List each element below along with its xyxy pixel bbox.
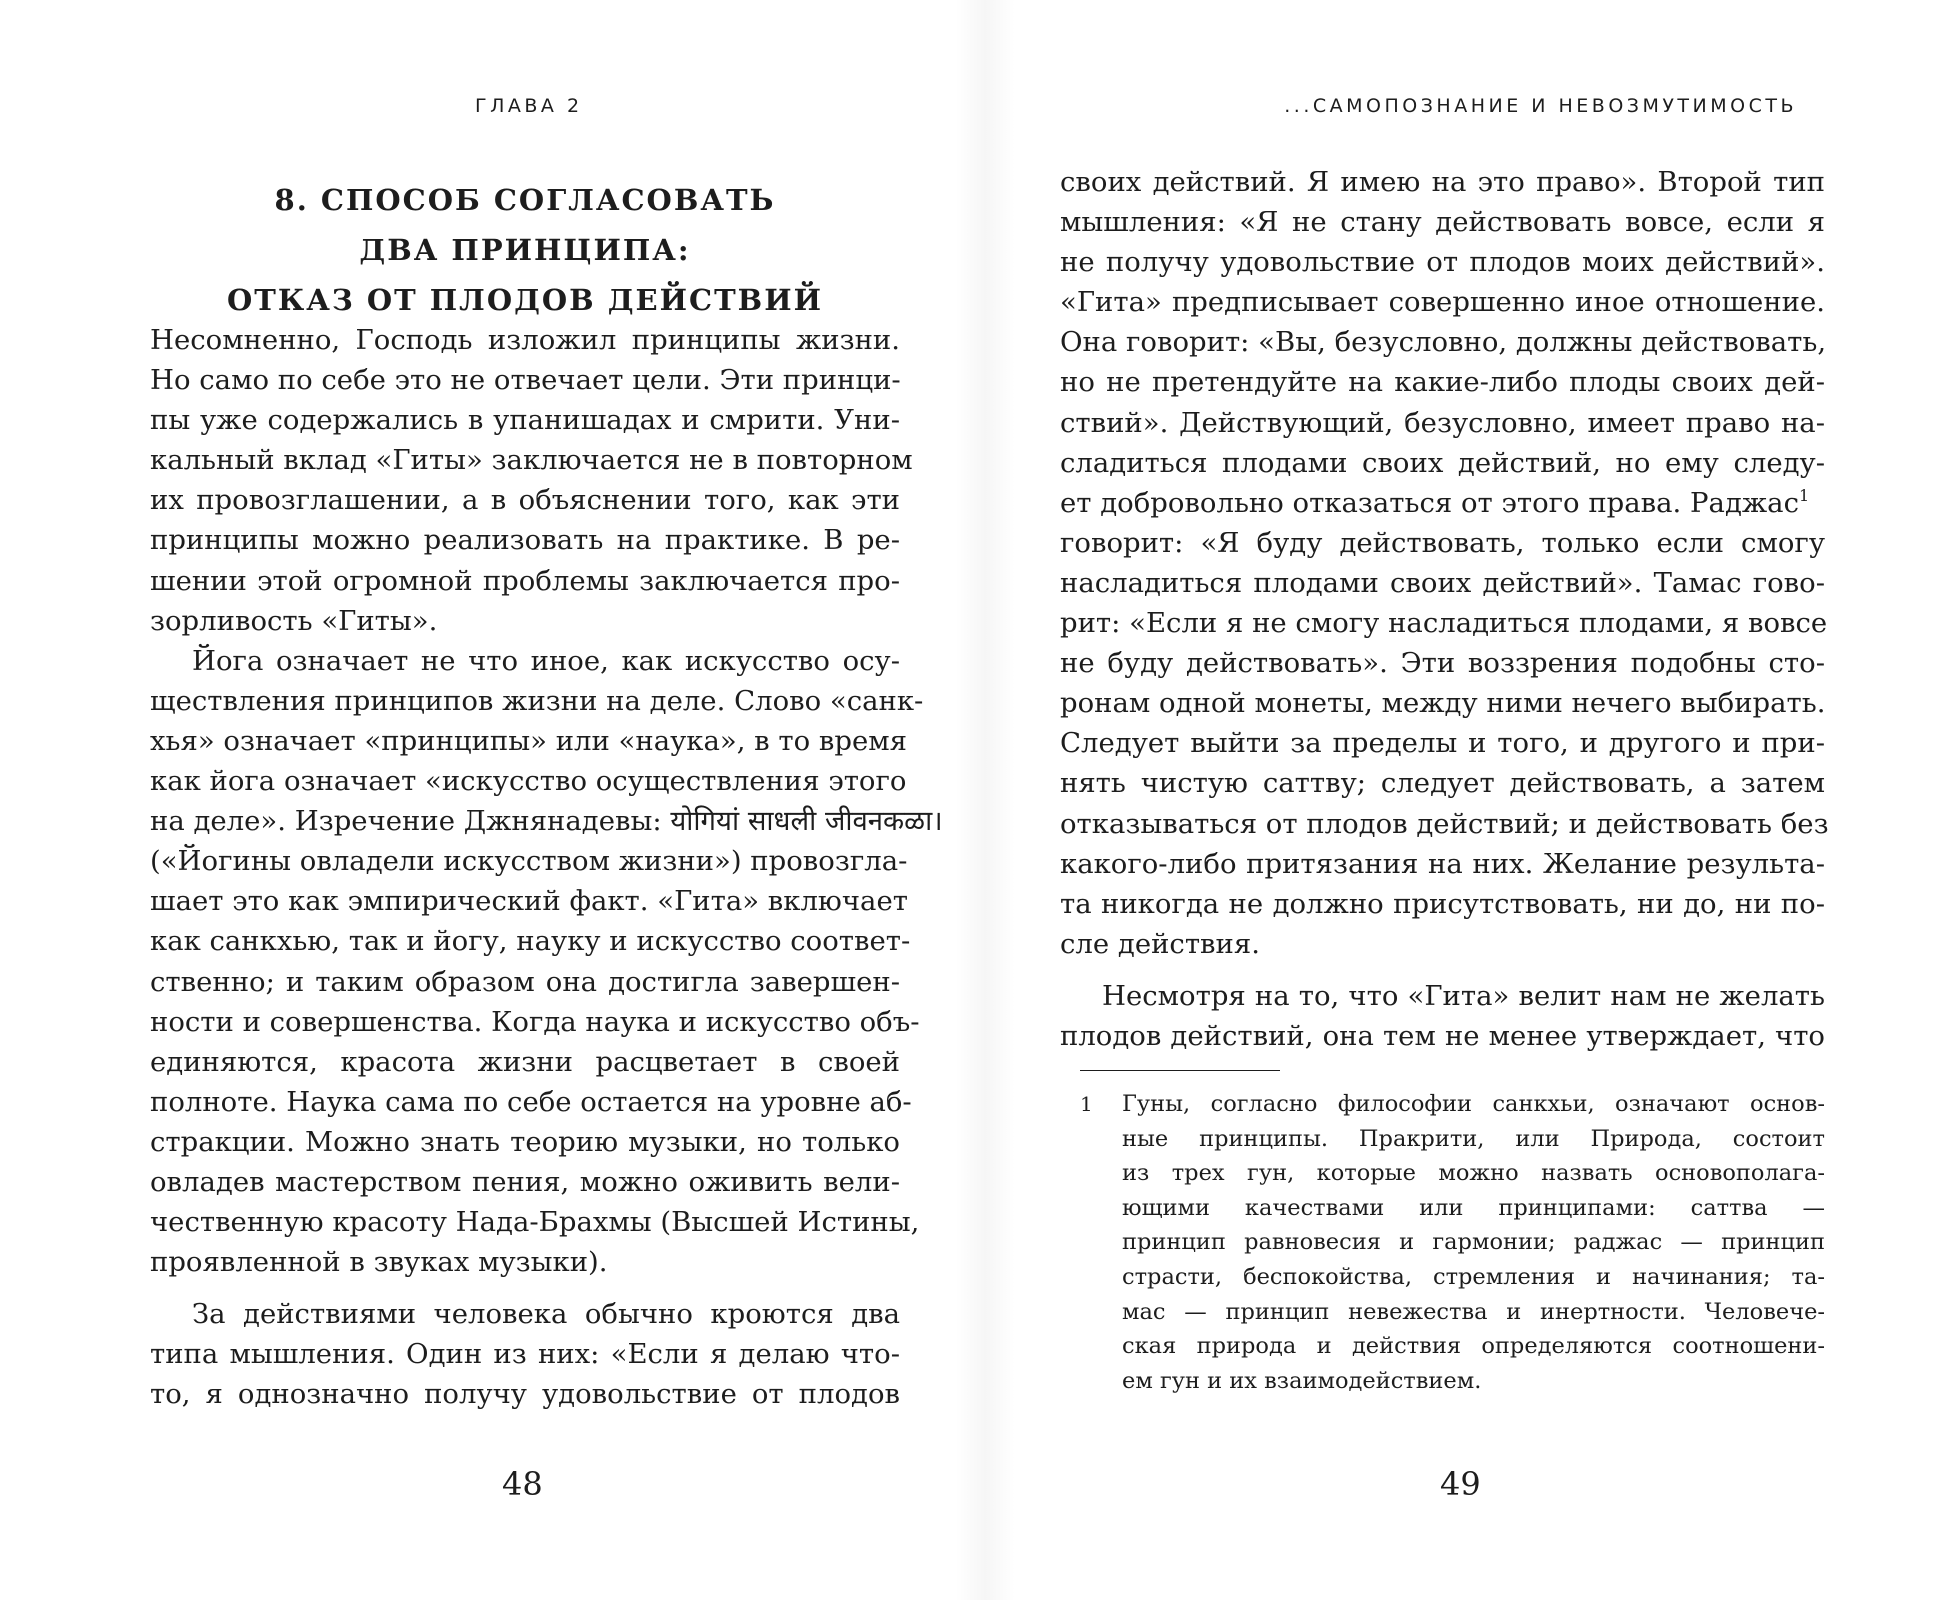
left-body-text [150, 320, 943, 1415]
text-line: ществления принципов жизни на деле. Слово «санк- [150, 684, 924, 717]
text-line: отказываться от плодов действий; и действовать без [1060, 807, 1829, 840]
text-line: типа мышления. Один из них: «Если я делаю что- [150, 1338, 900, 1371]
book-gutter [955, 0, 1015, 1600]
text-line: Несмотря на то, что «Гита» велит нам не желать [1102, 979, 1825, 1012]
footnote-line: ные принципы. Пракрити, или Природа, состоит [1122, 1125, 1825, 1152]
text-line: нять чистую саттву; следует действовать, а затем [1060, 767, 1825, 800]
text-line: чественную красоту Нада-Брахмы (Высшей Истины, [150, 1206, 920, 1239]
text-line-content: ет добровольно отказаться от этого права. Раджас [1060, 486, 1799, 519]
text-line: какого-либо притязания на них. Желание результа- [1060, 847, 1825, 880]
footnote-line: принцип равновесия и гармонии; раджас — принцип [1122, 1229, 1825, 1256]
text-line-with-note [1060, 483, 1825, 523]
running-head-title: ...САМОПОЗНАНИЕ И НЕВОЗМУТИМОСТЬ [1284, 95, 1797, 117]
text-line: ствий». Действующий, безусловно, имеет право на- [1060, 406, 1825, 439]
heading-line: 8. СПОСОБ СОГЛАСОВАТЬ [274, 183, 776, 217]
left-page [150, 0, 943, 1600]
text-line: своих действий. Я имею на это право». Второй тип [1060, 166, 1825, 198]
text-line: «Гита» предписывает совершенно иное отношение. [1060, 286, 1825, 319]
text-line: стракции. Можно знать теорию музыки, но только [150, 1125, 900, 1158]
footnote-line: ющими качествами или принципами: саттва — [1122, 1194, 1825, 1221]
text-line: пы уже содержались в упанишадах и смрити. Уни- [150, 404, 900, 437]
text-line: рит: «Если я не смогу насладиться плодами, я вовсе [1060, 607, 1828, 640]
text-line: зорливость «Гиты». [150, 604, 438, 637]
text-line: Но само по себе это не отвечает цели. Эти принци- [150, 364, 901, 397]
footnote-line: мас — принцип невежества и инертности. Человече- [1122, 1298, 1825, 1325]
text-line: ности и совершенства. Когда наука и искусство объ- [150, 1005, 920, 1038]
text-line: та никогда не должно присутствовать, ни до, ни по- [1060, 887, 1825, 920]
page-number-right: 49 [1440, 1465, 1481, 1503]
text-line: единяются, красота жизни расцветает в своей [150, 1045, 900, 1078]
text-line: сле действия. [1060, 927, 1260, 960]
footnote-block [1080, 1087, 1825, 1398]
text-line: Она говорит: «Вы, безусловно, должны действовать, [1060, 326, 1827, 359]
text-line: принципы можно реализовать на практике. В ре- [150, 524, 900, 557]
right-body-text [1060, 162, 1829, 1056]
page-number-left: 48 [502, 1465, 543, 1503]
text-line: хья» означает «принципы» или «наука», в то время [150, 724, 908, 757]
text-line: ственно; и таким образом она достигла завершен- [150, 965, 900, 998]
right-page [1060, 0, 1829, 1600]
footnote-line: ская природа и действия определяются соотношени- [1122, 1333, 1825, 1360]
text-line: («Йогины овладели искусством жизни») провозгла- [150, 845, 908, 878]
footnote-line: ем гун и их взаимодействием. [1122, 1367, 1482, 1394]
text-line: шает это как эмпирический факт. «Гита» включает [150, 885, 908, 918]
text-line: Следует выйти за пределы и того, и другого и при- [1060, 727, 1825, 760]
text-line: сладиться плодами своих действий, но ему следу- [1060, 446, 1825, 479]
text-line: не получу удовольствие от плодов моих действий». [1060, 246, 1825, 279]
text-line: их провозглашении, а в объяснении того, как эти [150, 484, 900, 517]
text-line: полноте. Наука сама по себе остается на уровне аб- [150, 1085, 912, 1118]
heading-line: ДВА ПРИНЦИПА: [359, 233, 691, 267]
text-line: плодов действий, она тем не менее утверждает, что [1060, 1019, 1825, 1052]
text-line: ронам одной монеты, между ними нечего выбирать. [1060, 687, 1826, 720]
section-heading [150, 175, 900, 325]
text-line: Несомненно, Господь изложил принципы жизни. [150, 324, 900, 356]
text-line: как санкхью, так и йогу, науку и искусство соответ- [150, 925, 911, 958]
text-line: кальный вклад «Гиты» заключается не в повторном [150, 444, 913, 477]
text-line: не буду действовать». Эти воззрения подобны сто- [1060, 647, 1825, 680]
text-line: но не претендуйте на какие-либо плоды своих дей- [1060, 366, 1825, 399]
text-line: За действиями человека обычно кроются два [192, 1298, 900, 1331]
footnote-line: из трех гун, которые можно назвать основополага- [1122, 1160, 1825, 1187]
text-line: на деле». Изречение Джнянадевы: योगियां साधली जीवनकळा। [150, 805, 943, 838]
text-line: Йога означает не что иное, как искусство осу- [192, 644, 900, 677]
footnote-line: страсти, беспокойства, стремления и начинания; та- [1122, 1263, 1825, 1290]
text-line: мышления: «Я не стану действовать вовсе, если я [1060, 206, 1825, 239]
footnote-line [1080, 1087, 1825, 1122]
running-head-chapter: ГЛАВА 2 [475, 95, 583, 117]
text-line: как йога означает «искусство осуществления этого [150, 765, 907, 798]
heading-line: ОТКАЗ ОТ ПЛОДОВ ДЕЙСТВИЙ [227, 283, 823, 317]
text-line: овладев мастерством пения, можно оживить вели- [150, 1165, 900, 1198]
text-line: проявленной в звуках музыки). [150, 1246, 608, 1279]
footnote-line-content: Гуны, согласно философии санкхьи, означают основ- [1122, 1091, 1825, 1117]
text-line: насладиться плодами своих действий». Тамас гово- [1060, 566, 1825, 599]
text-line: то, я однозначно получу удовольствие от плодов [150, 1378, 900, 1411]
text-line: говорит: «Я буду действовать, только если смогу [1060, 526, 1825, 559]
text-line: шении этой огромной проблемы заключается про- [150, 564, 900, 597]
footnote-reference: 1 [1798, 485, 1810, 505]
footnote-number: 1 [1080, 1092, 1093, 1116]
footnote-divider [1080, 1070, 1280, 1071]
